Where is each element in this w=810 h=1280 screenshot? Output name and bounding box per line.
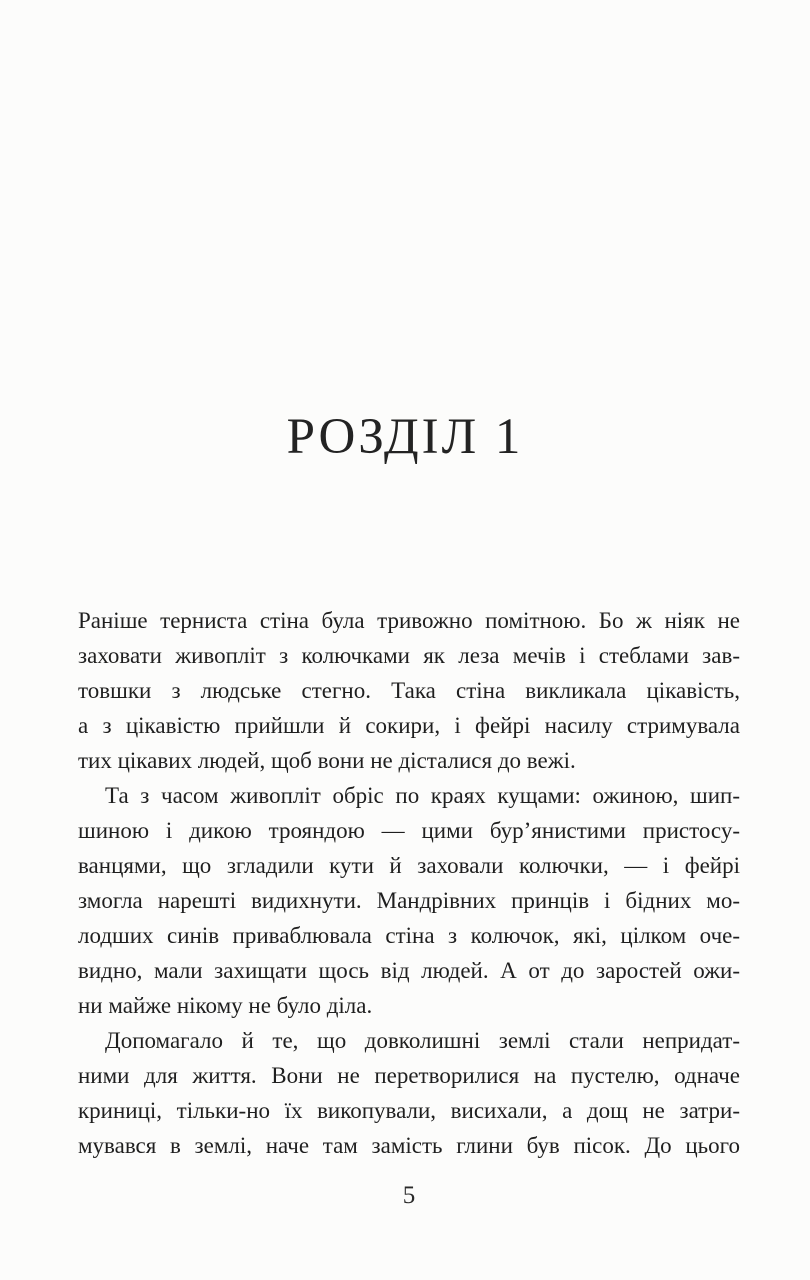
text-line: а з цікавістю прийшли й сокири, і фейрі насилу стримувала [78, 713, 740, 738]
page-number: 5 [402, 1182, 416, 1209]
chapter-heading: РОЗДІЛ 1 [286, 409, 524, 465]
body-text [78, 603, 740, 1163]
text-line: ними для життя. Вони не перетворилися на пустелю, одначе [78, 1063, 740, 1088]
text-line: лодших синів приваблювала стіна з колючок, які, цілком оче- [78, 923, 740, 948]
paragraph [78, 778, 740, 1023]
text-line: ни майже нікому не було діла. [78, 993, 373, 1018]
paragraph [78, 603, 740, 778]
text-line: змогла нарешті видихнути. Мандрівних принців і бідних мо- [78, 888, 740, 913]
text-line: товшки з людське стегно. Така стіна викликала цікавість, [78, 678, 740, 703]
text-line: ванцями, що згладили кути й заховали колючки, — і фейрі [78, 853, 740, 878]
text-line: заховати живопліт з колючками як леза мечів і стеблами зав- [78, 643, 740, 668]
text-line: тих цікавих людей, щоб вони не дісталися до вежі. [78, 748, 576, 773]
paragraph [78, 1023, 740, 1163]
text-line: Раніше терниста стіна була тривожно помітною. Бо ж ніяк не [78, 608, 740, 633]
text-line: мувався в землі, наче там замість глини був пісок. До цього [78, 1133, 740, 1158]
text-line: видно, мали захищати щось від людей. А от до заростей ожи- [78, 958, 740, 983]
text-line: криниці, тільки-но їх викопували, висихали, а дощ не затри- [78, 1098, 740, 1123]
text-line: Допомагало й те, що довколишні землі стали непридат- [105, 1028, 740, 1053]
text-line: Та з часом живопліт обріс по краях кущами: ожиною, шип- [105, 783, 740, 808]
text-line: шиною і дикою трояндою — цими бур’янистими пристосу- [78, 818, 740, 843]
